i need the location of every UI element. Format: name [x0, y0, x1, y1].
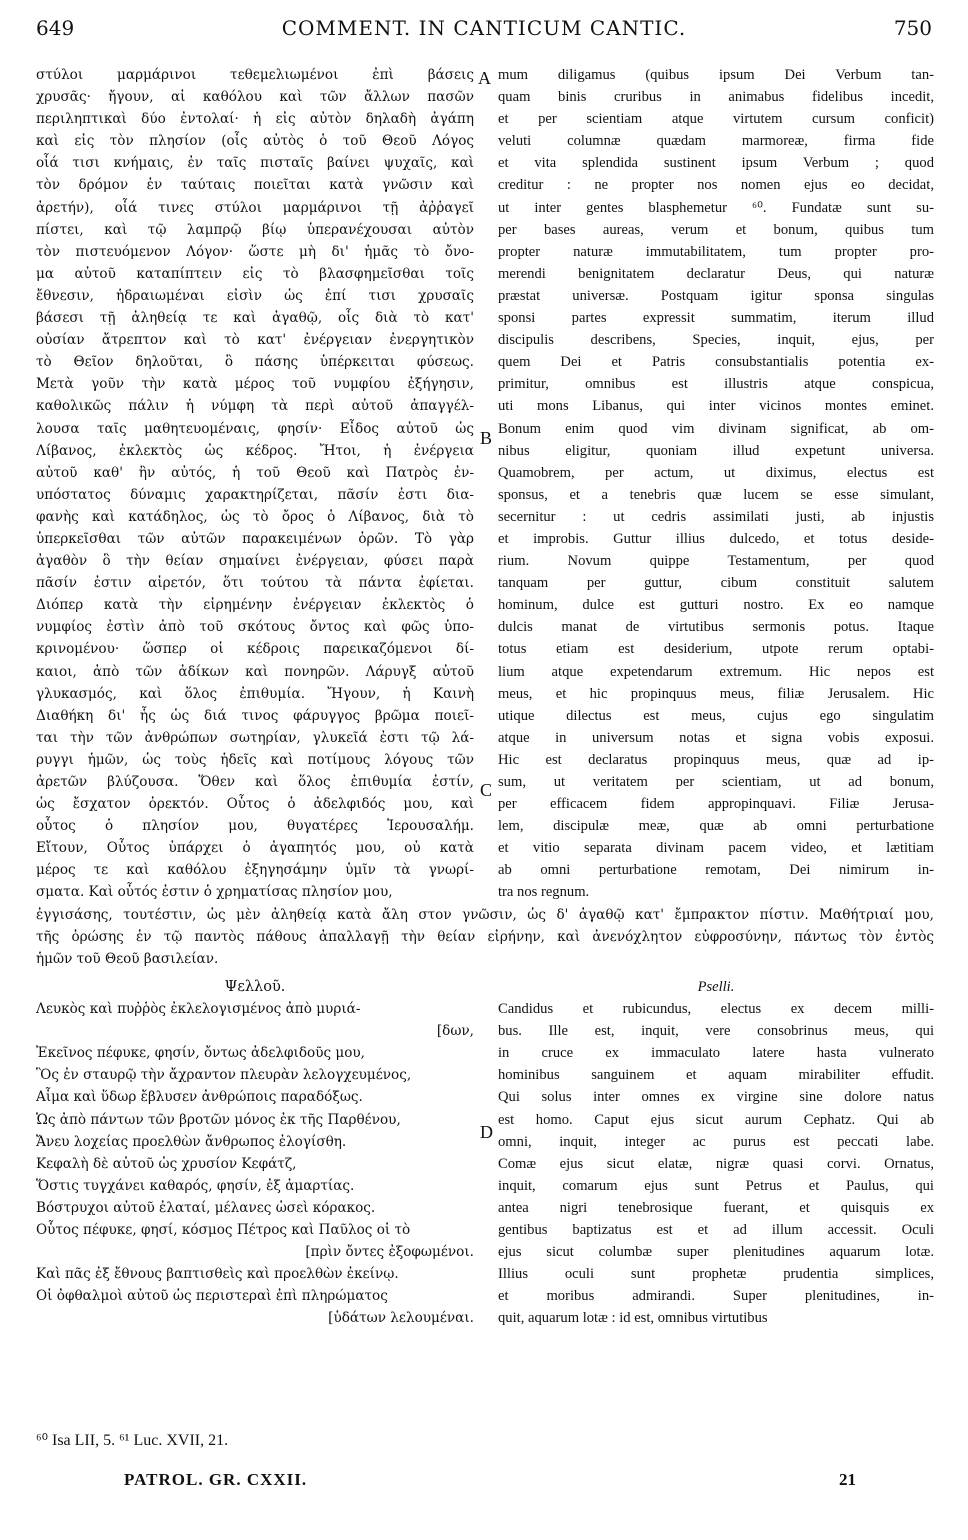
greek-line: οὐσίαν ἄτρεπτον καὶ τὸ κατ' ἐνέργειαν ἐνεργητικὸν — [36, 332, 474, 349]
greek-line: φανὴς καὶ κατάδηλος, ὡς τὸ ὄρος ὁ Λίβανος, διὰ τὸ — [36, 508, 474, 525]
greek-line: ἔθνεσιν, ἡδραιωμέναι εἰσὶν ὡς ἐπί τισι χρυσαῖς — [36, 287, 474, 304]
psellus-latin-line: in cruce ex immaculato latere hasta vulnerato — [498, 1045, 934, 1062]
full-width-greek — [36, 904, 934, 970]
page-number-right: 750 — [893, 16, 932, 40]
greek-line: οὗτος ὁ πλησίον μου, θυγατέρες Ἱερουσαλήμ. — [36, 818, 474, 835]
greek-line: γλυκασμός, καὶ ὅλος ἐπιθυμία. Ἤγουν, ἡ Καινὴ — [36, 685, 474, 702]
greek-line: πᾶσίν ἐστιν αἱρετόν, ὅτι τούτου τὰ πάντα ἐφίεται. — [36, 575, 474, 592]
poem-line: Ὃς ἐν σταυρῷ τὴν ἄχραντον πλευρὰν λελογχευμένος, — [36, 1067, 412, 1084]
latin-line: dulcis manat de virtutibus sermonis potus. Itaque — [498, 619, 934, 636]
greek-line: Διαθήκη δι' ἧς ὡς διά τινος φάρυγγος βρῶμα ποιεῖ- — [36, 707, 474, 724]
poem-line: Οἱ ὀφθαλμοὶ αὐτοῦ ὡς περιστεραὶ ἐπὶ πληρώματος — [36, 1288, 388, 1305]
greek-line: νυμφίος ἐστὶν ἀπὸ τοῦ σκότους ὄντος καὶ φῶς ὑπο- — [36, 619, 474, 636]
latin-line: creditur : ne propter nos nomen ejus eo decidat, — [498, 177, 934, 194]
latin-line: præstat universæ. Postquam igitur sponsa singulas — [498, 287, 934, 304]
greek-line: αὐτοῦ καθ' ἣν αὐτός, ἡ τοῦ Θεοῦ καὶ Πατρὸς ἐν- — [36, 464, 474, 481]
latin-line: hominum, dulce est gutturi nostro. Ex eo namque — [498, 597, 934, 614]
greek-line: καθολικῶς πάλιν ἡ νύμφη τὰ περὶ αὐτοῦ ἀπαγγέλ- — [36, 398, 474, 415]
latin-line: totus etiam est desiderium, utpote rerum optabi- — [498, 641, 934, 658]
running-header — [36, 16, 932, 44]
psellus-latin-line: Illius oculi sunt prophetæ prudentia simplices, — [498, 1266, 934, 1283]
poem-line: Οὗτος πέφυκε, φησί, κόσμος Πέτρος καὶ Παῦλος οἱ τὸ — [36, 1222, 411, 1239]
running-title: COMMENT. IN CANTICUM CANTIC. — [281, 16, 687, 40]
psellus-latin-line: est homo. Caput ejus sicut aurum Cephatz. Qui ab — [498, 1111, 934, 1128]
psellus-latin-line: Qui solus inter omnes ex virgine sine dolore natus — [498, 1089, 934, 1106]
latin-column — [498, 64, 934, 904]
greek-column — [36, 64, 474, 904]
poem-line: Ὡς ἀπὸ πάντων τῶν βροτῶν μόνος ἐκ τῆς Παρθένου, — [36, 1111, 401, 1128]
greek-line: καιοι, ἀπὸ τῶν ἀδίκων καὶ πονηρῶν. Λάρυγξ αὐτοῦ — [36, 663, 474, 680]
footer-sheet-number: 21 — [839, 1470, 856, 1489]
poem-line: Ἄνευ λοχείας προελθὼν ἄνθρωπος ἐλογίσθη. — [36, 1133, 347, 1150]
greek-line: στύλοι μαρμάρινοι τεθεμελιωμένοι ἐπὶ βάσεις — [36, 67, 474, 83]
psellus-latin-line: hominibus sanguinem et aquam mirabiliter effudit. — [498, 1067, 934, 1084]
latin-line: sponsi partes expressit summatim, iterum illud — [498, 310, 934, 327]
psellus-latin-line: Comæ ejus sicut elatæ, nigræ quasi corvi. Ornatus, — [498, 1155, 934, 1172]
greek-line: μα αὐτοῦ καταπίπτειν εἰς τὸ βλασφημεῖσθαι τοῖς — [36, 265, 474, 282]
psellus-latin-line: antea nigri tenebrosique fuerant, et quisquis ex — [498, 1199, 934, 1216]
latin-line: mum diligamus (quibus ipsum Dei Verbum tan- — [498, 67, 934, 83]
latin-line: sponsus, et a tenebris quæ lucem se esse simulant, — [498, 486, 934, 503]
poem-heading: Ψελλοῦ. — [224, 979, 286, 995]
latin-line: sum, ut veritatem per scientiam, ut ad bonum, — [498, 774, 934, 790]
latin-line: primitur, omnibus est illustris atque conspicua, — [498, 376, 934, 393]
latin-line: Bonum enim quod vim divinam significat, ab om- — [498, 420, 934, 437]
greek-line: καὶ εἰς τὸν πλησίον (οἷς αὐτὸς ὁ τοῦ Θεοῦ Λόγος — [36, 133, 474, 150]
psellus-latin-line: inquit, comarum ejus sunt Petrus et Paulus, qui — [498, 1177, 934, 1194]
margin-letter-a: A — [478, 68, 491, 88]
greek-line: ὡς ἔσχατον ὀρεκτόν. Οὗτος ὁ ἀδελφιδός μου, καὶ — [36, 796, 474, 813]
latin-line: lem, discipulæ meæ, quæ ab omni perturbatione — [498, 818, 934, 835]
greek-line: σματα. Καὶ οὗτός ἐστιν ὁ χρηματίσας πλησίον μου, — [36, 884, 393, 901]
greek-line: λουσα ταῖς μαθητευομέναις, φησίν· Εἶδος αὐτοῦ ὡς — [36, 420, 474, 437]
margin-letter-d: D — [480, 1122, 493, 1142]
greek-line: τὸ Θεῖον δηλοῦται, ὃ πάσης ὑπέρκειται φύσεως. — [36, 354, 474, 371]
latin-line: et per scientiam atque virtutem cursum conficit) — [498, 111, 934, 128]
greek-line: Μετὰ γοῦν τὴν κατὰ μέρος τοῦ νυμφίου ἐξήγησιν, — [36, 376, 474, 393]
latin-line: utique dilectus est meus, cujus ego singulatim — [498, 707, 934, 724]
latin-line: quem Dei et Patris consubstantialis potentia ex- — [498, 354, 934, 371]
greek-line: Εἴτουν, Οὗτος ὑπάρχει ὁ ἀγαπητός μου, οὐ κατὰ — [36, 840, 474, 857]
greek-line: πίστει, καὶ τῷ λαμπρῷ βίῳ ὑπερανέχουσαι αὐτὸν — [36, 221, 474, 238]
poem-line: Αἷμα καὶ ὕδωρ ἔβλυσεν ἀνθρώποις παραδόξως. — [36, 1089, 363, 1106]
latin-line: merendi benignitatem declaratur Deus, qui naturæ — [498, 265, 934, 282]
latin-line: nibus eligitur, quoniam illud expetunt universa. — [498, 442, 934, 459]
poem-line: Ἐκεῖνος πέφυκε, φησίν, ὄντως ἀδελφιδοῦς μου, — [36, 1045, 365, 1062]
margin-letter-b: B — [480, 428, 493, 448]
page-number-left: 649 — [36, 16, 75, 40]
poem-line: [ὑδάτων λελουμέναι. — [328, 1310, 474, 1327]
margin-letter-c: C — [480, 780, 493, 800]
latin-line: uti mons Libanus, qui inter vicinos montes eminet. — [498, 398, 934, 415]
greek-line: τὸν πιστευόμενον Λόγον· ὥστε μὴ δι' ἡμᾶς τὸ ὄνο- — [36, 243, 474, 260]
psellus-latin-line: gentibus baptizatus est et ad illum accessit. Oculi — [498, 1222, 934, 1239]
latin-line: ab omni perturbatione remotam, Dei nimirum in- — [498, 862, 934, 879]
poem-line: Βόστρυχοι αὐτοῦ ἐλαταί, μέλανες ὡσεὶ κόρακος. — [36, 1199, 376, 1216]
latin-line: tra nos regnum. — [498, 884, 590, 901]
greek-line: ται τὴν τῶν ἀνθρώπων σωτηρίαν, γλυκεῖά ἐστι τῷ λά- — [36, 729, 474, 746]
full-width-line: τῆς ὁρώσης ἐν τῷ παντὸς πάθους ἀπαλλαγῇ τὴν θείαν εἰρήνην, καὶ ἀνενόχλητον εὐφροσύνην, πάντως τὸν ἐντὸς — [36, 929, 934, 946]
latin-line: quam binis cruribus in animabus fidelibus incedit, — [498, 89, 934, 106]
greek-line: ὑπερκεῖσθαι τῶν αὐτῶν παρακειμένων ὁρῶν. Τὸ γὰρ — [36, 530, 474, 547]
poem-line: Ὅστις τυγχάνει καθαρός, φησίν, ἐξ ἁμαρτίας. — [36, 1177, 355, 1194]
latin-line: rium. Novum quippe Testamentum, per quod — [498, 553, 934, 570]
greek-line: χρυσᾶς· ἤγουν, αἱ καθόλου καὶ τῶν ἄλλων πασῶν — [36, 89, 474, 106]
greek-line: ἀρετῶν βλύζουσα. Ὅθεν καὶ ὅλος ἐπιθυμία ἐστίν, — [36, 774, 474, 790]
latin-line: Quamobrem, per actum, ut diximus, electus est — [498, 464, 934, 481]
latin-line: et vita splendida sustinent ipsum Verbum ; quod — [498, 155, 934, 172]
latin-line: tanquam per guttur, cibum constituit salutem — [498, 575, 934, 592]
greek-line: ρυγγι ἡμῶν, ὡς τοὺς ἡδεῖς καὶ ποτίμους λόγους τῶν — [36, 751, 474, 768]
footnotes: ⁶⁰ Isa LII, 5. ⁶¹ Luc. XVII, 21. — [36, 1432, 229, 1449]
greek-line: ἀρετήν), οἷά τινες στύλοι μαρμάρινοι τῇ ἀῤῥαγεῖ — [36, 199, 474, 216]
poem-line: Καὶ πᾶς ἐξ ἔθνους βαπτισθεὶς καὶ προελθὼν ἐκείνῳ. — [36, 1266, 399, 1283]
poem-line: Κεφαλὴ δὲ αὐτοῦ ὡς χρυσίον Κεφάτζ, — [36, 1155, 297, 1172]
latin-line: et improbis. Guttur illius dulcedo, et totus deside- — [498, 530, 934, 547]
latin-line: propter naturæ immutabilitatem, tum propter pro- — [498, 243, 934, 260]
latin-line: meus, et hic propinquus meus, filiæ Jerusalem. Hic — [498, 685, 934, 702]
full-width-line: ἐγγισάσης, τουτέστιν, ὡς μὲν ἀληθείᾳ κατὰ ἄλη στον γνῶσιν, ὡς δ' ἀγαθῷ κατ' ἔμπρακτον πίστιν. Μαθήτριαί μου, — [36, 907, 934, 923]
greek-line: οἷά τισι κνήμαις, ἐν ταῖς πισταῖς βαίνει ψυχαῖς, καὶ — [36, 155, 474, 172]
latin-line: atque in universum notas et signa vobis exposui. — [498, 729, 934, 746]
greek-line: υπόστατος δύναμις χαρακτηρίζεται, πᾶσίν ἐστι δια- — [36, 486, 474, 503]
psellus-latin-heading: Pselli. — [697, 979, 735, 995]
poem-line: Λευκὸς καὶ πυῤῥὸς ἐκλελογισμένος ἀπὸ μυριά- — [36, 1001, 361, 1018]
psellus-latin-column — [498, 976, 934, 1330]
greek-line: περιληπτικαὶ δύο ἐντολαί· ἡ εἰς αὐτὸν δηλαδὴ ἀγάπη — [36, 111, 474, 128]
psellus-greek-poem — [36, 976, 474, 1330]
latin-line: secernitur : ut cedris assimilati justi, ab injustis — [498, 508, 934, 525]
greek-line: κρινομένου· ὥσπερ οἱ κέδροις παρεικαζόμενοι δί- — [36, 641, 474, 658]
psellus-latin-line: ejus sicut columbæ super plenitudines aquarum lotæ. — [498, 1244, 934, 1261]
psellus-latin-line: omni, inquit, integer ac purus est peccati labe. — [498, 1133, 934, 1150]
greek-line: τὸν δρόμον ἐν ταύταις ποιεῖται κατὰ γνῶσιν καὶ — [36, 177, 474, 194]
latin-line: per efficacem fidem appropinquavi. Filiæ Jerusa- — [498, 796, 934, 813]
psellus-latin-line: bus. Ille est, inquit, vere consobrinus meus, qui — [498, 1023, 934, 1040]
greek-line: ἀγαθὸν ὃ τὴν θείαν σημαίνει ἐνέργειαν, φύσει παρὰ — [36, 553, 474, 570]
latin-line: per bases aureas, verum et bonum, quibus tum — [498, 221, 934, 238]
greek-line: βάσεσι τῇ ἀληθείᾳ τε καὶ ἀγαθῷ, οἷς διὰ τὸ κατ' — [36, 310, 474, 327]
latin-line: discipulis describens, Species, inquit, ejus, per — [498, 332, 934, 349]
latin-line: veluti columnæ quædam marmoreæ, firma fide — [498, 133, 934, 150]
psellus-latin-line: et moribus admirandi. Super plenitudines, in- — [498, 1288, 934, 1305]
poem-line: [δων, — [436, 1023, 474, 1040]
greek-line: Διόπερ κατὰ τὴν εἰρημένην ἐνέργειαν ἐκλεκτὸς ὁ — [36, 597, 474, 614]
full-width-line: ἡμῶν τοῦ Θεοῦ βασιλείαν. — [36, 951, 219, 968]
latin-line: ut inter gentes blasphemetur ⁶⁰. Fundatæ sunt su- — [498, 199, 934, 216]
poem-line: [πρὶν ὄντες ἐξοφωμένοι. — [305, 1244, 474, 1261]
latin-line: lium atque expetendarum extremum. Hic nepos est — [498, 663, 934, 680]
greek-line: μέρος τε καὶ καθόλου ἐξηγησάμην ὑμῖν τὰ γνωρί- — [36, 862, 474, 879]
psellus-latin-line: quit, aquarum lotæ : id est, omnibus virtutibus — [498, 1310, 768, 1327]
greek-line: Λίβανος, ἐκλεκτὸς ὡς κέδρος. Ἤτοι, ἡ ἐνέργεια — [36, 442, 474, 459]
psellus-latin-line: Candidus et rubicundus, electus ex decem milli- — [498, 1001, 934, 1018]
latin-line: Hic est declaratus propinquus meus, quæ ad ip- — [498, 751, 934, 768]
latin-line: et vitio separata divinam pacem video, et lætitiam — [498, 840, 934, 857]
footer-signature: PATROL. GR. CXXII. — [124, 1470, 308, 1489]
